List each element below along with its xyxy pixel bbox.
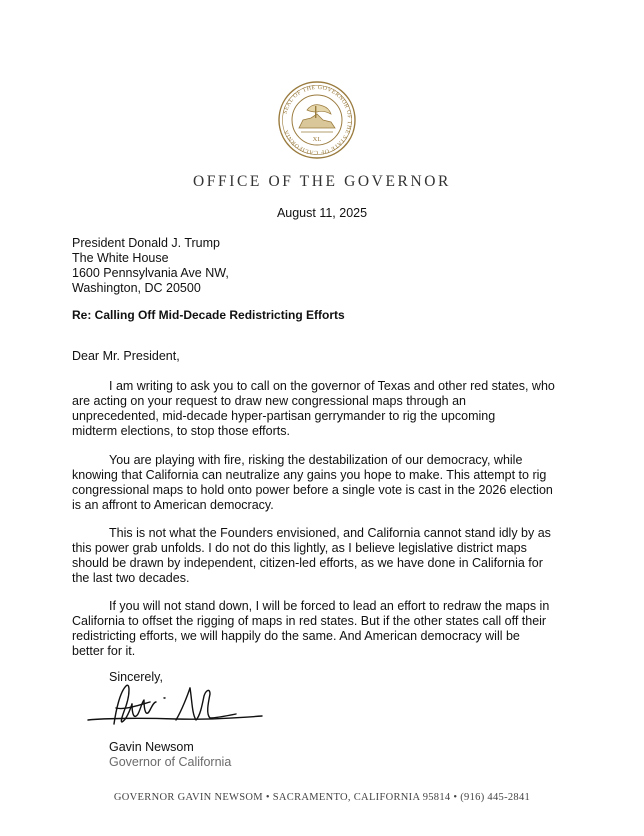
paragraph-line: better for it.: [72, 644, 136, 658]
paragraph-line: is an affront to American democracy.: [72, 498, 274, 512]
subject-line: Re: Calling Off Mid-Decade Redistricting Efforts: [72, 308, 345, 322]
paragraph-line: You are playing with fire, risking the destabilization of our democracy, while: [109, 453, 523, 467]
letter-date: August 11, 2025: [276, 206, 368, 220]
recipient-line: Washington, DC 20500: [72, 281, 201, 295]
signer-block: [109, 740, 231, 770]
salutation: Dear Mr. President,: [72, 349, 180, 363]
recipient-line: The White House: [72, 251, 169, 265]
paragraph-line: California to offset the rigging of maps in red states. But if the other states call off their: [72, 614, 547, 628]
body-paragraph: [72, 453, 612, 513]
paragraph-line: the last two decades.: [72, 571, 190, 585]
recipient-line: 1600 Pennsylvania Ave NW,: [72, 266, 229, 280]
paragraph-line: unprecedented, mid-decade hyper-partisan gerrymander to rig the upcoming: [72, 409, 496, 423]
paragraph-line: are acting on your request to draw new congressional maps through an: [72, 394, 466, 408]
paragraph-line: knowing that California can neutralize any gains you hope to make. This attempt to rig: [72, 468, 547, 482]
signer-title: Governor of California: [109, 755, 232, 769]
seal-roman-numeral: XL: [312, 136, 322, 143]
signature-icon: [86, 680, 266, 732]
letterhead-footer: GOVERNOR GAVIN NEWSOM • SACRAMENTO, CALIFORNIA 95814 • (916) 445-2841: [113, 792, 531, 803]
body-paragraph: [72, 526, 612, 586]
paragraph-line: redistricting efforts, we will happily do the same. And American democracy will be: [72, 629, 520, 643]
office-heading: OFFICE OF THE GOVERNOR: [192, 173, 451, 190]
signer-name: Gavin Newsom: [109, 740, 194, 754]
paragraph-line: midterm elections, to stop those efforts.: [72, 424, 290, 438]
paragraph-line: This is not what the Founders envisioned, and California cannot stand idly by as: [109, 526, 551, 540]
paragraph-line: this power grab unfolds. I do not do this lightly, as I believe legislative district maps: [72, 541, 527, 555]
closing: Sincerely,: [109, 670, 163, 684]
governor-seal-icon: [277, 80, 357, 160]
recipient-line: President Donald J. Trump: [72, 236, 220, 250]
recipient-address: [72, 236, 229, 296]
seal-ring-text: SEAL OF THE GOVERNOR OF THE STATE OF CALIFORNIA: [282, 84, 353, 156]
body-paragraph: [72, 379, 612, 439]
paragraph-line: If you will not stand down, I will be forced to lead an effort to redraw the maps in: [109, 599, 550, 613]
paragraph-line: I am writing to ask you to call on the governor of Texas and other red states, who: [109, 379, 555, 393]
paragraph-line: should be drawn by independent, citizen-led efforts, as we have done in California for: [72, 556, 543, 570]
body-paragraph: [72, 599, 612, 659]
paragraph-line: congressional maps to hold onto power before a single vote is cast in the 2026 election: [72, 483, 553, 497]
